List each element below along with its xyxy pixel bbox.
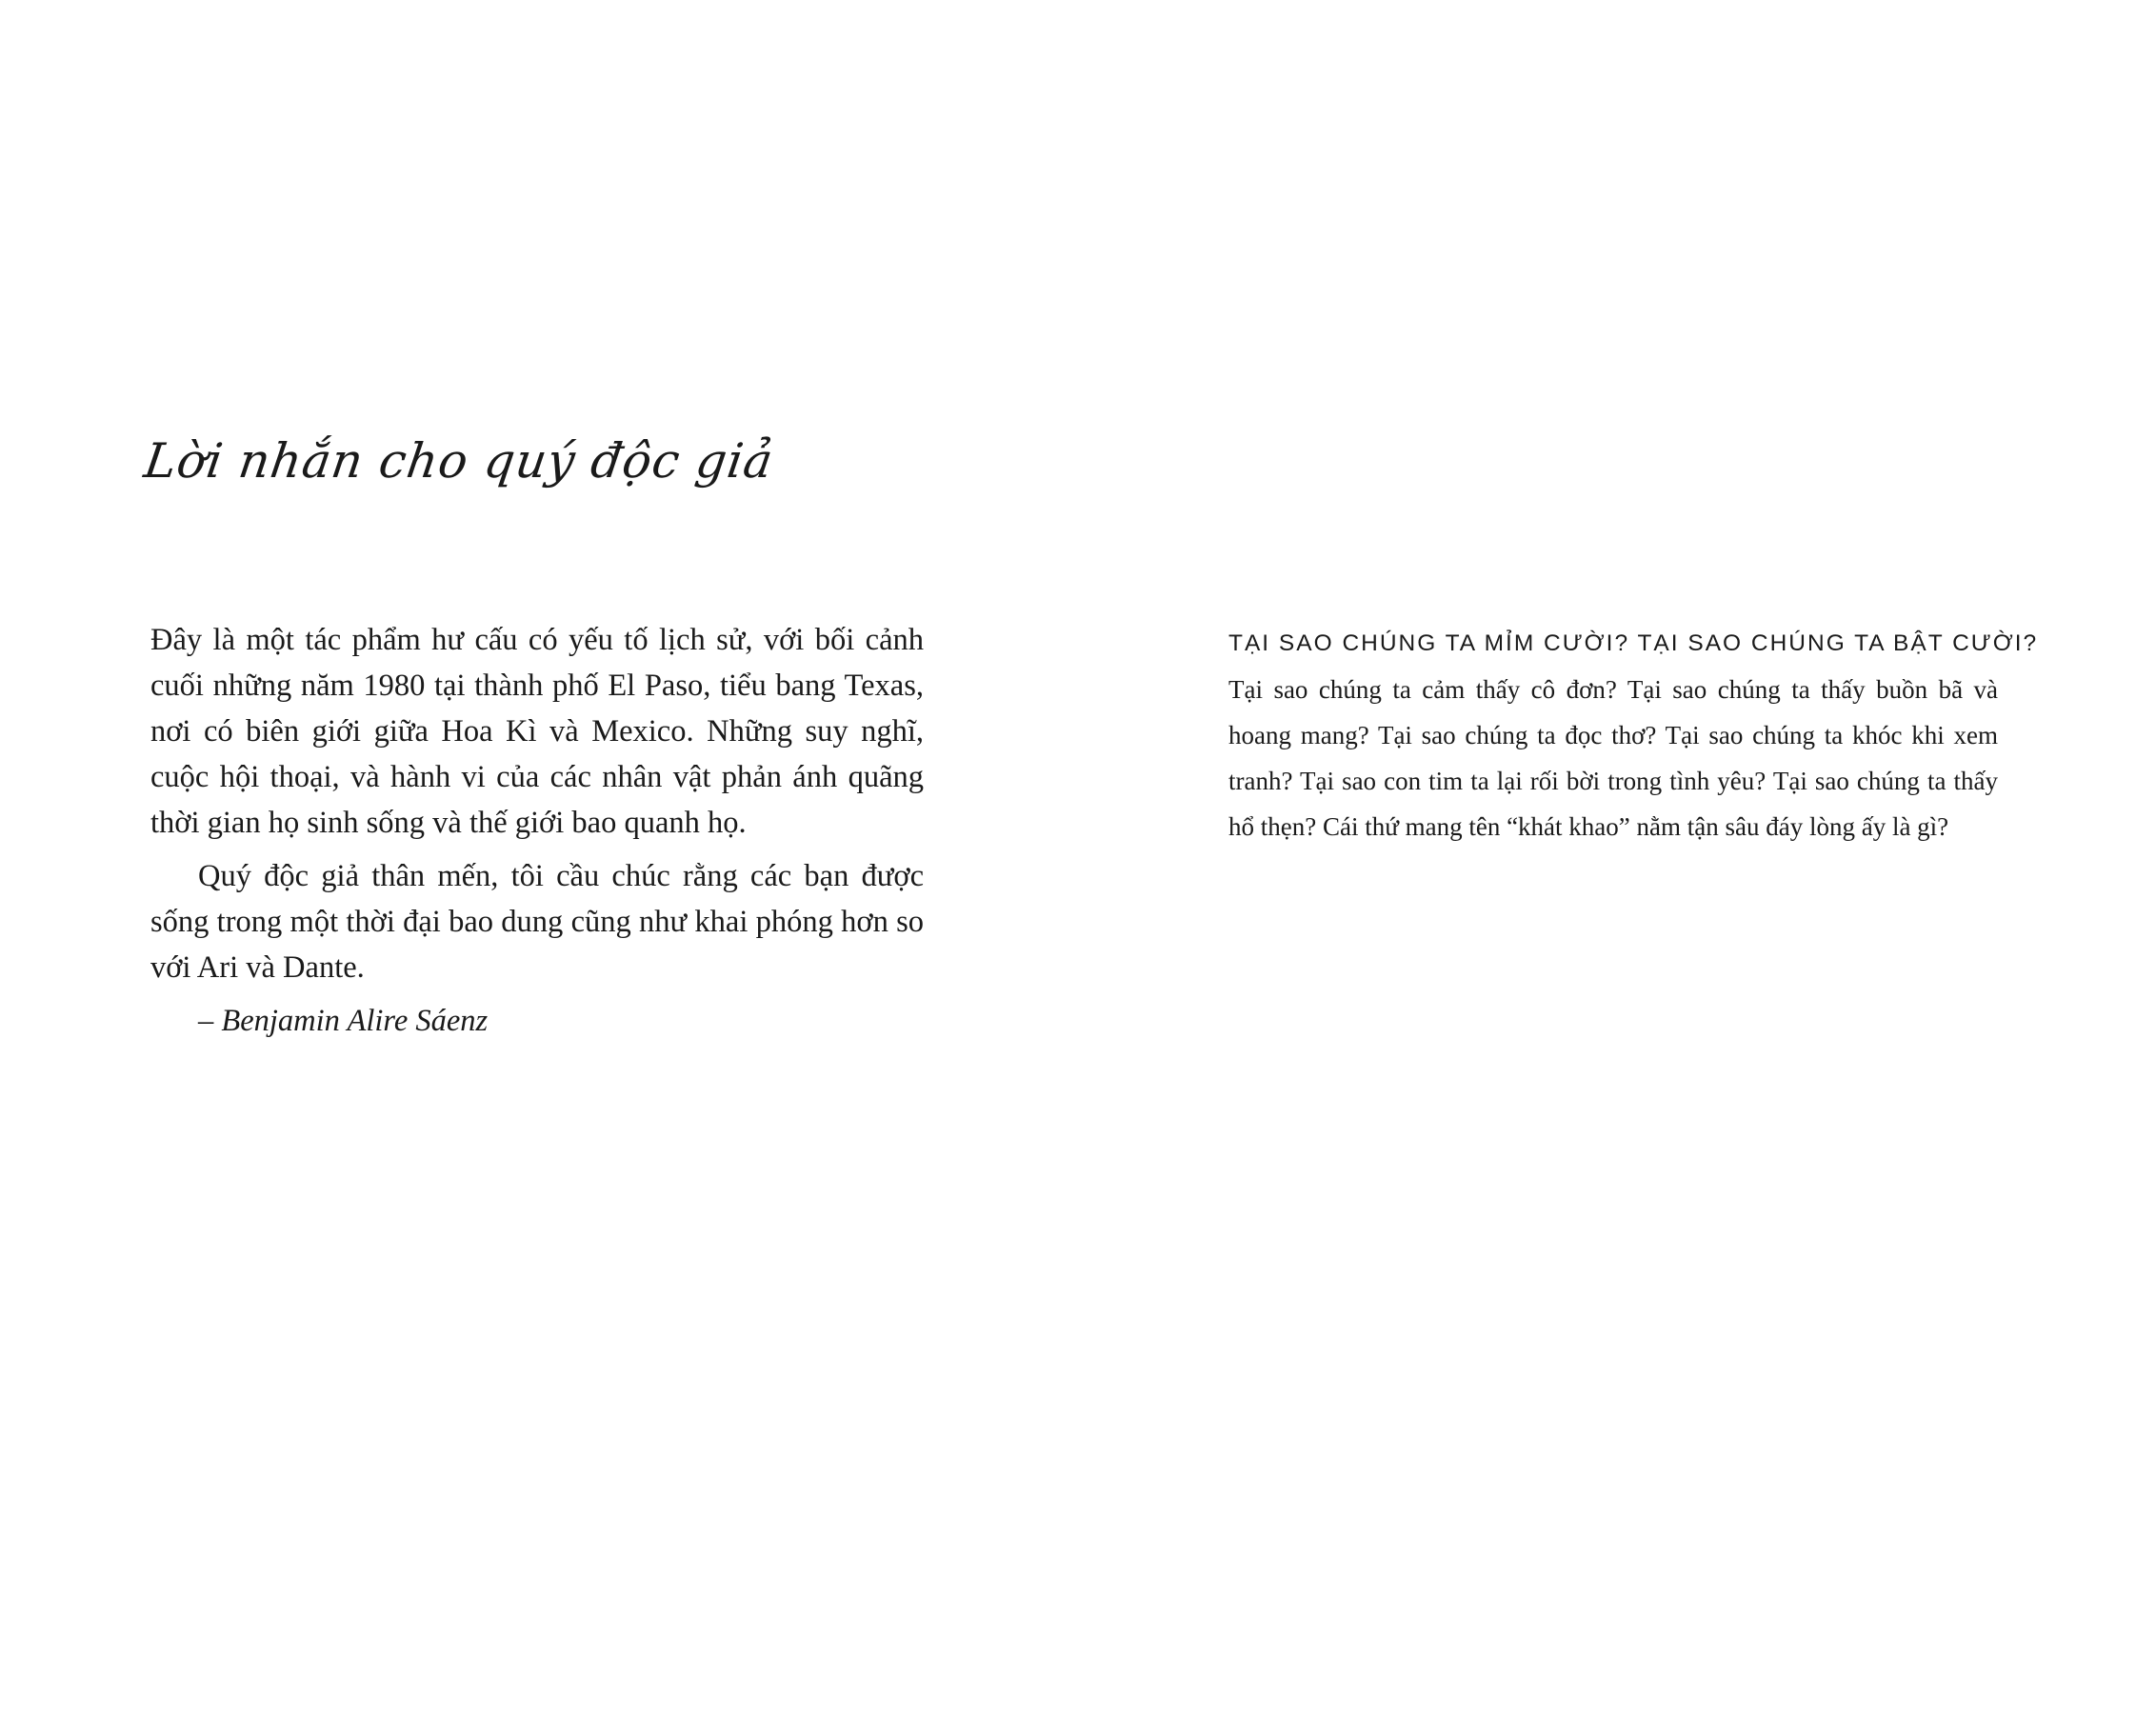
epigraph-text: Tại sao chúng ta cảm thấy cô đơn? Tại sao chúng ta thấy buồn bã và hoang mang? Tại sao chúng ta đọc thơ? Tại sao chúng ta khóc khi xem tranh? Tại sao con tim ta lại rối bời trong tình yêu? Tại sao chúng ta thấy hổ thẹn? Cái thứ mang tên “khát khao” nằm tận sâu đáy lòng ấy là gì? <box>1228 675 1998 841</box>
epigraph <box>1228 621 2039 849</box>
page-title: Lời nhắn cho quý độc giả <box>140 433 777 489</box>
author-signature: – Benjamin Alire Sáenz <box>198 1004 489 1038</box>
note-paragraph-2: Quý độc giả thân mến, tôi cầu chúc rằng các bạn được sống trong một thời đại bao dung cũng như khai phóng hơn so với Ari và Dante. <box>150 859 924 985</box>
note-paragraph-1: Đây là một tác phẩm hư cấu có yếu tố lịch sử, với bối cảnh cuối những năm 1980 tại thành phố El Paso, tiểu bang Texas, nơi có biên giới giữa Hoa Kì và Mexico. Những suy nghĩ, cuộc hội thoại, và hành vi của các nhân vật phản ánh quãng thời gian họ sinh sống và thế giới bao quanh họ. <box>150 623 924 840</box>
right-page <box>1078 0 2156 1718</box>
note-body <box>150 617 924 1044</box>
epigraph-caps-line: TẠI SAO CHÚNG TA MỈM CƯỜI? TẠI SAO CHÚNG TA BẬT CƯỜI? <box>1228 630 2039 656</box>
